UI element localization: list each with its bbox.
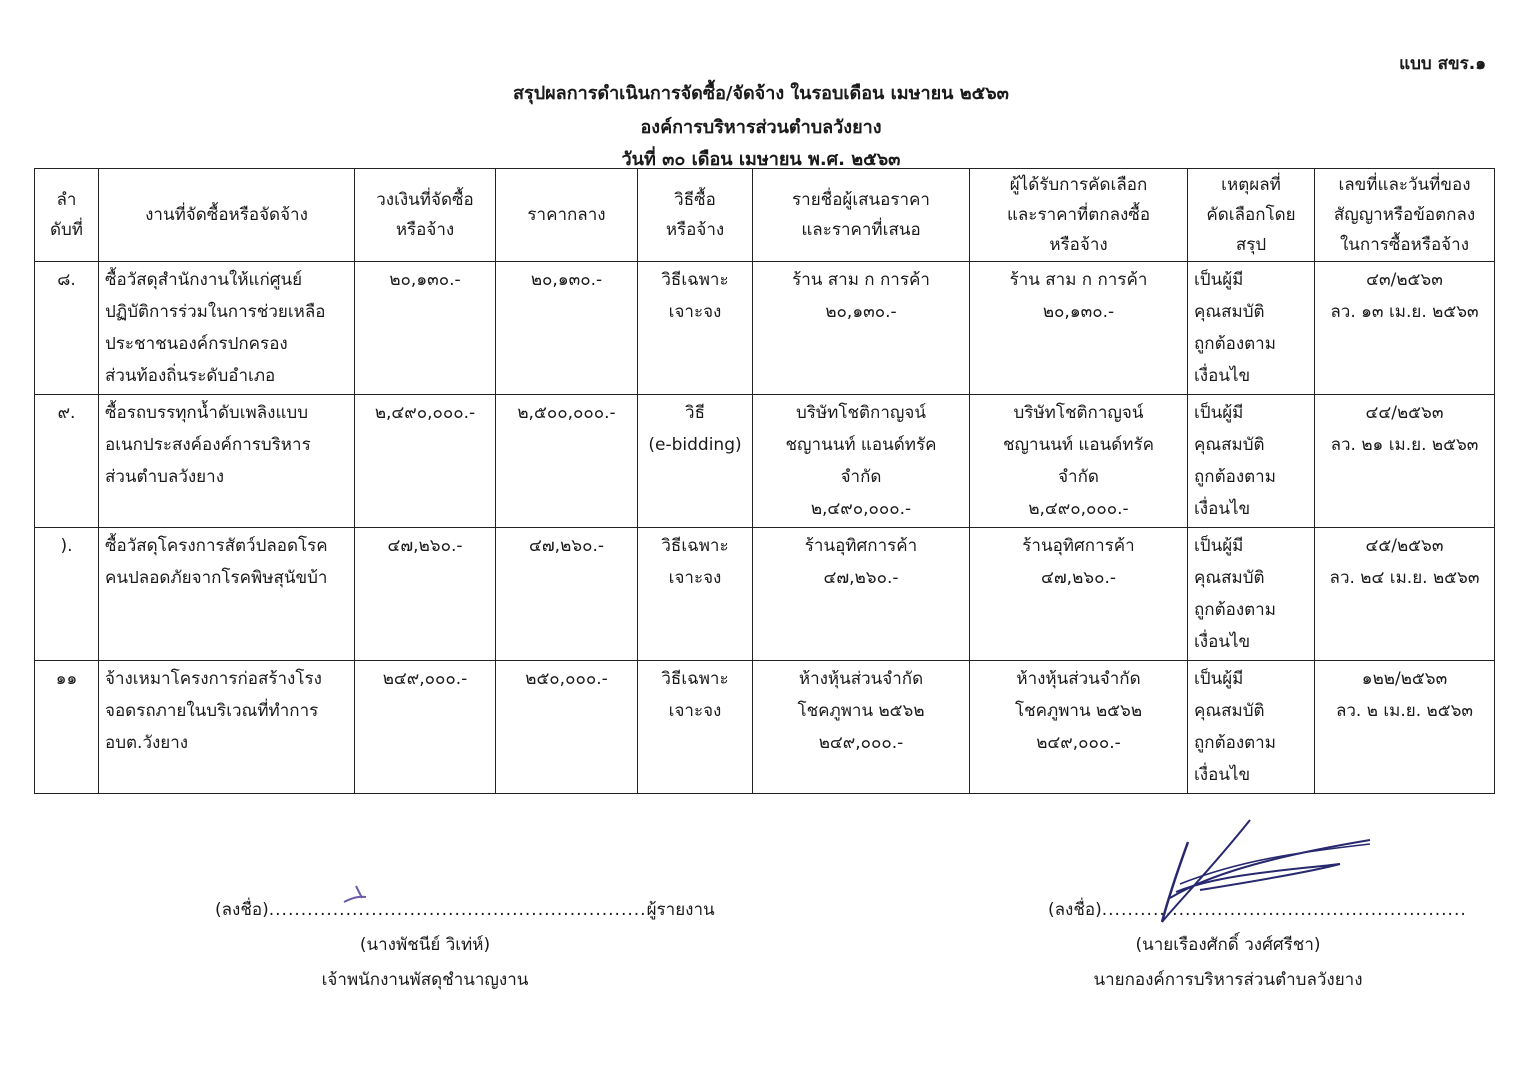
handwritten-signature-right	[1140, 800, 1380, 930]
row-no: ๘.	[35, 262, 99, 395]
signer-name: (นางพัชนีย์ วิเท่ห์)	[359, 935, 491, 955]
table-row	[35, 262, 1495, 395]
table-row	[35, 395, 1495, 528]
col-header-budget: วงเงินที่จัดซื้อ หรือจ้าง	[355, 169, 496, 262]
row-contract: ๔๓/๒๕๖๓ ลว. ๑๓ เม.ย. ๒๕๖๓	[1315, 262, 1495, 395]
row-bidders: ห้างหุ้นส่วนจำกัด โชคภูพาน ๒๕๖๒ ๒๔๙,๐๐๐.-	[753, 661, 970, 794]
handwritten-signature-left	[340, 880, 380, 910]
row-budget: ๒,๔๙๐,๐๐๐.-	[355, 395, 496, 528]
col-header-contract: เลขที่และวันที่ของ สัญญาหรือข้อตกลง ในการซื้อหรือจ้าง	[1315, 169, 1495, 262]
procurement-table	[34, 168, 1495, 794]
row-contract: ๑๒๒/๒๕๖๓ ลว. ๒ เม.ย. ๒๕๖๓	[1315, 661, 1495, 794]
row-method: วิธีเฉพาะ เจาะจง	[638, 528, 753, 661]
row-median-price: ๔๗,๒๖๐.-	[496, 528, 638, 661]
row-median-price: ๒๐,๑๓๐.-	[496, 262, 638, 395]
row-contract: ๔๔/๒๕๖๓ ลว. ๒๑ เม.ย. ๒๕๖๓	[1315, 395, 1495, 528]
signature-line	[215, 896, 715, 923]
signer-name: (นายเรืองศักดิ์ วงศ์ศรีชา)	[1135, 935, 1321, 955]
report-date: วันที่ ๓๐ เดือน เมษายน พ.ศ. ๒๕๖๓	[621, 149, 901, 170]
sign-dots: ...........................................................	[268, 900, 647, 920]
signer-position: นายกองค์การบริหารส่วนตำบลวังยาง	[1093, 970, 1363, 990]
row-item: ซื้อวัสดุโครงการสัตว์ปลอดโรค คนปลอดภัยจากโรคพิษสุนัขบ้า	[99, 528, 355, 661]
row-budget: ๒๔๙,๐๐๐.-	[355, 661, 496, 794]
col-header-item: งานที่จัดซื้อหรือจัดจ้าง	[99, 169, 355, 262]
table-header-row	[35, 169, 1495, 262]
col-header-bidders: รายชื่อผู้เสนอราคา และราคาที่เสนอ	[753, 169, 970, 262]
row-method: วิธี (e-bidding)	[638, 395, 753, 528]
row-reason: เป็นผู้มี คุณสมบัติ ถูกต้องตาม เงื่อนไข	[1188, 262, 1315, 395]
row-no: ).	[35, 528, 99, 661]
signature-block-reporter	[215, 896, 715, 993]
sign-role-suffix: ผู้รายงาน	[646, 900, 715, 920]
row-reason: เป็นผู้มี คุณสมบัติ ถูกต้องตาม เงื่อนไข	[1188, 661, 1315, 794]
report-title: สรุปผลการดำเนินการจัดซื้อ/จัดจ้าง ในรอบเดือน เมษายน ๒๕๖๓	[513, 83, 1009, 104]
row-selected: ห้างหุ้นส่วนจำกัด โชคภูพาน ๒๕๖๒ ๒๔๙,๐๐๐.-	[970, 661, 1188, 794]
col-header-median-price: ราคากลาง	[496, 169, 638, 262]
row-selected: ร้าน สาม ก การค้า ๒๐,๑๓๐.-	[970, 262, 1188, 395]
row-selected: บริษัทโชติกาญจน์ ชญานนท์ แอนด์ทรัค จำกัด ๒,๔๙๐,๐๐๐.-	[970, 395, 1188, 528]
row-reason: เป็นผู้มี คุณสมบัติ ถูกต้องตาม เงื่อนไข	[1188, 395, 1315, 528]
row-item: จ้างเหมาโครงการก่อสร้างโรง จอดรถภายในบริเวณที่ทำการ อบต.วังยาง	[99, 661, 355, 794]
col-header-selected: ผู้ได้รับการคัดเลือก และราคาที่ตกลงซื้อ หรือจ้าง	[970, 169, 1188, 262]
sign-prefix: (ลงชื่อ)	[1048, 900, 1102, 920]
table-row	[35, 661, 1495, 794]
row-method: วิธีเฉพาะ เจาะจง	[638, 262, 753, 395]
row-median-price: ๒๕๐,๐๐๐.-	[496, 661, 638, 794]
row-contract: ๔๕/๒๕๖๓ ลว. ๒๔ เม.ย. ๒๕๖๓	[1315, 528, 1495, 661]
sign-dots: .........................................................	[1101, 900, 1467, 920]
row-item: ซื้อวัสดุสำนักงานให้แก่ศูนย์ ปฏิบัติการร่วมในการช่วยเหลือ ประชาชนองค์กรปกครอง ส่วนท้องถิ่นระดับอำเภอ	[99, 262, 355, 395]
col-header-no: ลำ ดับที่	[35, 169, 99, 262]
row-budget: ๒๐,๑๓๐.-	[355, 262, 496, 395]
row-reason: เป็นผู้มี คุณสมบัติ ถูกต้องตาม เงื่อนไข	[1188, 528, 1315, 661]
row-bidders: ร้าน สาม ก การค้า ๒๐,๑๓๐.-	[753, 262, 970, 395]
sign-prefix: (ลงชื่อ)	[215, 900, 269, 920]
row-selected: ร้านอุทิศการค้า ๔๗,๒๖๐.-	[970, 528, 1188, 661]
signer-position: เจ้าพนักงานพัสดุชำนาญงาน	[321, 970, 529, 990]
row-budget: ๔๗,๒๖๐.-	[355, 528, 496, 661]
organization-name: องค์การบริหารส่วนตำบลวังยาง	[640, 117, 882, 138]
row-no: ๑๑	[35, 661, 99, 794]
col-header-reason: เหตุผลที่ คัดเลือกโดย สรุป	[1188, 169, 1315, 262]
row-bidders: ร้านอุทิศการค้า ๔๗,๒๖๐.-	[753, 528, 970, 661]
row-median-price: ๒,๕๐๐,๐๐๐.-	[496, 395, 638, 528]
form-code: แบบ สขร.๑	[1399, 54, 1486, 74]
table-row	[35, 528, 1495, 661]
col-header-method: วิธีซื้อ หรือจ้าง	[638, 169, 753, 262]
row-method: วิธีเฉพาะ เจาะจง	[638, 661, 753, 794]
row-no: ๙.	[35, 395, 99, 528]
row-bidders: บริษัทโชติกาญจน์ ชญานนท์ แอนด์ทรัค จำกัด ๒,๔๙๐,๐๐๐.-	[753, 395, 970, 528]
row-item: ซื้อรถบรรทุกน้ำดับเพลิงแบบ อเนกประสงค์องค์การบริหาร ส่วนตำบลวังยาง	[99, 395, 355, 528]
